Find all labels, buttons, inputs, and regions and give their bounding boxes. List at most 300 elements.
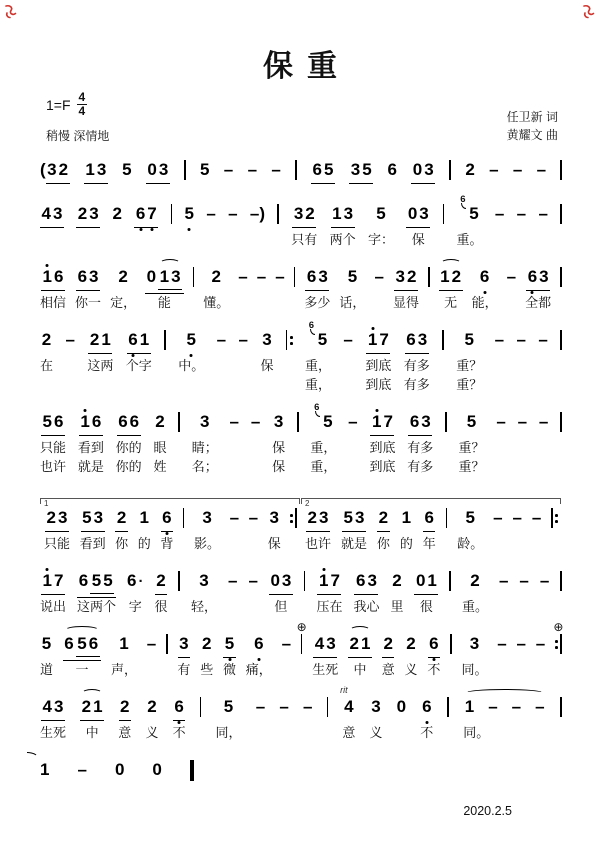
note-digit: – bbox=[512, 508, 522, 528]
note-column bbox=[269, 571, 293, 616]
note-digit: 3 bbox=[47, 160, 57, 180]
note-digit: – bbox=[223, 160, 234, 180]
note-column bbox=[560, 697, 562, 723]
beam-group bbox=[45, 508, 69, 532]
note-row bbox=[217, 330, 226, 356]
rit-marking: rit bbox=[340, 685, 348, 696]
note-digit: – bbox=[538, 204, 548, 224]
note-digit: 5 bbox=[200, 160, 210, 180]
line-segment bbox=[40, 760, 194, 786]
note bbox=[371, 697, 380, 717]
note bbox=[94, 508, 103, 528]
note-column bbox=[370, 697, 383, 742]
beam-group bbox=[423, 508, 435, 532]
note-digit: 6 bbox=[54, 412, 64, 432]
note bbox=[406, 634, 415, 654]
note-row bbox=[446, 508, 448, 534]
note-digit: 6 bbox=[78, 571, 89, 591]
notation-line bbox=[40, 160, 562, 186]
lyric: 道 bbox=[40, 662, 54, 678]
note-digit: – bbox=[249, 204, 260, 224]
note-digit: 4 bbox=[41, 204, 51, 224]
note-digit: 0 bbox=[396, 697, 407, 717]
note-row bbox=[560, 204, 562, 230]
note-row bbox=[113, 204, 122, 230]
note-digit: 0 bbox=[407, 204, 418, 224]
note-column bbox=[495, 204, 504, 230]
note-digit: 1 bbox=[80, 412, 90, 432]
beam-group bbox=[349, 160, 373, 184]
note-row bbox=[88, 330, 112, 356]
lyric: 一 bbox=[75, 662, 89, 678]
repeat-dots bbox=[555, 640, 558, 649]
note-row bbox=[200, 697, 202, 723]
note bbox=[387, 160, 396, 180]
note-row bbox=[155, 412, 164, 438]
note bbox=[77, 634, 86, 654]
lyric: 义 bbox=[404, 662, 418, 678]
note-row bbox=[77, 760, 86, 786]
note-row bbox=[161, 508, 173, 534]
note bbox=[64, 634, 73, 654]
note-column bbox=[260, 330, 273, 375]
note-digit: 7 bbox=[330, 571, 340, 591]
note-digit: – bbox=[496, 412, 506, 432]
note bbox=[152, 760, 161, 780]
barline-stroke bbox=[297, 412, 299, 432]
note-column bbox=[463, 697, 546, 742]
note-column bbox=[206, 204, 215, 230]
note bbox=[118, 412, 127, 432]
lyric: 定， bbox=[110, 295, 137, 311]
note-column bbox=[178, 571, 180, 597]
lyric: 重， bbox=[310, 459, 337, 475]
beam-group bbox=[526, 267, 550, 291]
note bbox=[383, 412, 392, 432]
note bbox=[340, 685, 354, 717]
note-digit: 4 bbox=[42, 697, 52, 717]
note-row bbox=[495, 204, 504, 230]
note-row bbox=[480, 267, 489, 293]
note-digit: 3 bbox=[171, 267, 181, 287]
note bbox=[406, 330, 415, 350]
note-row bbox=[397, 697, 406, 723]
note-column bbox=[116, 412, 142, 476]
line-segment bbox=[40, 571, 562, 616]
note-row bbox=[262, 330, 271, 356]
note bbox=[397, 697, 406, 717]
note-digit: – bbox=[248, 508, 259, 528]
barline bbox=[183, 508, 185, 528]
note bbox=[224, 697, 233, 717]
note-column bbox=[87, 330, 113, 375]
barline bbox=[178, 412, 180, 432]
notation-line bbox=[40, 685, 562, 742]
note-digit: 3 bbox=[421, 412, 431, 432]
note-digit: 6 bbox=[406, 330, 416, 350]
note-row bbox=[81, 508, 105, 534]
barline bbox=[446, 508, 448, 528]
barline bbox=[304, 571, 306, 591]
note-digit: – bbox=[535, 634, 546, 654]
note bbox=[422, 697, 431, 717]
beam-group bbox=[408, 412, 432, 436]
barline bbox=[560, 160, 562, 180]
note bbox=[238, 267, 247, 287]
note bbox=[97, 160, 106, 180]
note-row bbox=[343, 330, 352, 356]
note-row bbox=[79, 412, 103, 438]
beam-group bbox=[370, 412, 394, 436]
note bbox=[410, 412, 419, 432]
note-row bbox=[348, 267, 357, 293]
note-digit: 2 bbox=[46, 508, 56, 528]
note bbox=[351, 160, 360, 180]
note-column bbox=[382, 634, 395, 679]
beam-group bbox=[428, 634, 440, 658]
note bbox=[271, 160, 280, 180]
barline-stroke bbox=[442, 330, 444, 350]
note-digit: – bbox=[348, 412, 358, 432]
note-digit: – bbox=[536, 160, 547, 180]
lyric: 多少 bbox=[304, 295, 331, 311]
note-digit: – bbox=[275, 267, 285, 287]
note bbox=[200, 160, 209, 180]
note bbox=[171, 267, 180, 287]
note bbox=[59, 160, 68, 180]
note-row bbox=[292, 204, 316, 230]
lyric: 看到 bbox=[77, 440, 104, 456]
note-digit: 0 bbox=[270, 571, 280, 591]
note-column bbox=[390, 571, 403, 616]
note-column bbox=[228, 571, 237, 597]
note-row bbox=[290, 508, 297, 534]
note-digit: 2 bbox=[116, 508, 127, 528]
note-row bbox=[76, 267, 100, 293]
note-column bbox=[305, 508, 331, 553]
note-digit: 1 bbox=[464, 697, 475, 717]
note bbox=[470, 571, 479, 591]
note bbox=[47, 160, 56, 180]
note-digit: 0 bbox=[114, 760, 125, 780]
note-row bbox=[311, 160, 335, 186]
note-column bbox=[393, 267, 419, 312]
note-digit: 2 bbox=[307, 508, 317, 528]
note-digit: 1 bbox=[139, 330, 150, 350]
note bbox=[120, 697, 129, 717]
note-column bbox=[185, 204, 194, 230]
note-row bbox=[239, 330, 248, 356]
note bbox=[465, 508, 474, 528]
volta-label: 1 bbox=[44, 498, 49, 508]
note bbox=[312, 160, 321, 180]
note bbox=[308, 320, 328, 350]
barline-stroke bbox=[184, 160, 186, 180]
note bbox=[495, 330, 504, 350]
note bbox=[47, 508, 56, 528]
lyric: 中。 bbox=[178, 358, 205, 374]
note bbox=[324, 160, 333, 180]
note-digit: – bbox=[506, 267, 517, 287]
lyric: 保 bbox=[260, 358, 274, 374]
note-column bbox=[445, 412, 447, 438]
key-label: 1=F bbox=[46, 96, 71, 113]
note-row bbox=[134, 204, 158, 230]
note bbox=[348, 412, 357, 432]
time-signature-denominator: 4 bbox=[78, 104, 86, 119]
time-signature-numerator: 4 bbox=[78, 90, 86, 104]
barline bbox=[166, 634, 168, 654]
note-row bbox=[551, 508, 558, 534]
coda-icon: ⊕ bbox=[553, 620, 564, 635]
note-column bbox=[44, 508, 70, 553]
beam-group bbox=[439, 267, 463, 291]
note-column bbox=[268, 508, 281, 553]
beam-group bbox=[158, 267, 182, 290]
note-column bbox=[113, 204, 122, 230]
note bbox=[136, 204, 145, 224]
note bbox=[535, 697, 544, 717]
lyric: 同， bbox=[215, 725, 242, 741]
note-column bbox=[40, 330, 53, 375]
beam-group bbox=[405, 330, 429, 354]
note-row bbox=[41, 412, 65, 438]
note-row bbox=[206, 204, 215, 230]
note-digit: 5 bbox=[323, 412, 333, 432]
lyric: 背 bbox=[160, 536, 174, 552]
note-digit: 2 bbox=[406, 634, 416, 654]
lyric: 显得 bbox=[392, 295, 419, 311]
barline-stroke bbox=[200, 697, 202, 717]
note-digit: 2 bbox=[41, 330, 52, 350]
beam-group bbox=[81, 508, 105, 532]
note bbox=[379, 508, 388, 528]
lyric: 重。 bbox=[456, 232, 483, 248]
note-digit: 2 bbox=[156, 571, 166, 591]
note-column bbox=[368, 204, 394, 249]
note-column bbox=[77, 760, 86, 786]
note-digit: 5 bbox=[376, 204, 386, 224]
note-column bbox=[540, 571, 549, 597]
note bbox=[101, 330, 110, 350]
note-column bbox=[152, 760, 161, 786]
note bbox=[225, 634, 234, 654]
lyric: 不 bbox=[172, 725, 186, 741]
note-column bbox=[200, 634, 213, 679]
lyric: 懂。 bbox=[203, 295, 230, 311]
note-digit: – bbox=[489, 160, 499, 180]
note bbox=[117, 508, 126, 528]
note-column bbox=[443, 204, 445, 230]
note-row bbox=[465, 160, 474, 186]
note-digit: 6 bbox=[527, 267, 538, 287]
note-digit: 2 bbox=[118, 267, 128, 287]
credits bbox=[507, 108, 558, 144]
note bbox=[279, 697, 288, 717]
line-segment bbox=[40, 620, 564, 679]
note bbox=[250, 204, 259, 224]
note-digit: 2 bbox=[349, 634, 359, 654]
note bbox=[54, 412, 63, 432]
note-digit: 3 bbox=[262, 330, 272, 350]
note-row bbox=[286, 330, 293, 356]
note-row bbox=[517, 330, 526, 356]
note-column bbox=[489, 160, 498, 186]
barline-stroke bbox=[294, 267, 296, 287]
lyric: 也许 bbox=[40, 459, 67, 475]
grace-note: 6 bbox=[460, 194, 466, 206]
note-digit: 5 bbox=[224, 634, 235, 654]
note-column bbox=[138, 508, 151, 553]
note-digit: 2 bbox=[77, 204, 88, 224]
note-column bbox=[145, 697, 158, 742]
note bbox=[122, 160, 131, 180]
beam-group bbox=[178, 634, 190, 658]
note-row bbox=[200, 160, 209, 186]
augmentation-dot: · bbox=[138, 573, 144, 591]
note-digit: 3 bbox=[54, 697, 64, 717]
note-row bbox=[256, 697, 265, 723]
barline bbox=[443, 204, 445, 224]
notation-line bbox=[40, 571, 562, 616]
note-digit: – bbox=[206, 204, 216, 224]
barline-stroke bbox=[560, 571, 562, 591]
note-row bbox=[513, 160, 522, 186]
note-digit: 1 bbox=[332, 204, 342, 224]
note-digit: – bbox=[539, 571, 550, 591]
note-row bbox=[449, 571, 451, 597]
note bbox=[517, 204, 526, 224]
note-column bbox=[303, 697, 312, 723]
lyric: 重？ bbox=[456, 377, 483, 393]
barline-stroke bbox=[301, 634, 303, 654]
note bbox=[228, 571, 237, 591]
note-column bbox=[272, 412, 285, 476]
note-row bbox=[173, 697, 185, 723]
note-digit: 3 bbox=[326, 634, 336, 654]
lyric: 话， bbox=[339, 295, 366, 311]
note bbox=[539, 412, 548, 432]
note-column bbox=[447, 697, 449, 723]
barline bbox=[200, 697, 202, 717]
key-and-tempo bbox=[46, 91, 109, 144]
note-column bbox=[291, 204, 317, 249]
note-column bbox=[539, 412, 548, 438]
note-digit: 2 bbox=[470, 571, 480, 591]
note bbox=[147, 267, 156, 287]
note-column bbox=[40, 697, 66, 742]
note bbox=[230, 508, 239, 528]
note-column bbox=[525, 267, 551, 312]
note bbox=[93, 697, 102, 717]
note-column bbox=[190, 760, 195, 786]
note-column bbox=[311, 160, 335, 186]
note bbox=[308, 508, 317, 528]
note bbox=[89, 267, 98, 287]
note-column bbox=[200, 697, 202, 723]
beam-group bbox=[317, 571, 341, 595]
note-row bbox=[349, 160, 373, 186]
note bbox=[147, 160, 156, 180]
lyric: 字： bbox=[367, 232, 394, 248]
note-column bbox=[200, 160, 209, 186]
lyric: 保 bbox=[267, 536, 281, 552]
note-row bbox=[538, 204, 547, 230]
beam-group bbox=[292, 204, 316, 228]
lyric: 影。 bbox=[194, 536, 221, 552]
lyric: 两个 bbox=[329, 232, 356, 248]
note bbox=[528, 267, 537, 287]
note-column bbox=[442, 330, 444, 356]
lyric: 睛； bbox=[191, 440, 218, 456]
barline-stroke bbox=[560, 204, 562, 224]
note-column bbox=[216, 697, 242, 742]
note-column bbox=[238, 267, 247, 293]
note bbox=[507, 267, 516, 287]
note-digit: 3 bbox=[96, 160, 107, 180]
note-row bbox=[249, 508, 258, 534]
note-column bbox=[517, 634, 526, 660]
note-row bbox=[553, 620, 564, 660]
barline-stroke bbox=[560, 267, 562, 287]
note-row bbox=[257, 267, 266, 293]
lyric: 有多 bbox=[403, 377, 430, 393]
note bbox=[319, 571, 328, 591]
note-row bbox=[499, 571, 508, 597]
note-row bbox=[42, 330, 51, 356]
note-digit: 6 bbox=[306, 267, 317, 287]
note-column bbox=[76, 204, 100, 230]
lyric: 重？ bbox=[458, 459, 485, 475]
lyric: 你 bbox=[376, 536, 390, 552]
note-digit: 6 bbox=[429, 634, 439, 654]
note-column bbox=[203, 267, 229, 312]
note-column bbox=[339, 267, 365, 312]
lyric: 保 bbox=[411, 232, 425, 248]
note bbox=[174, 697, 183, 717]
note-digit: – bbox=[238, 267, 248, 287]
note-digit: – bbox=[494, 204, 505, 224]
note-digit: – bbox=[531, 508, 542, 528]
barline bbox=[560, 697, 562, 717]
note-digit: 2 bbox=[81, 697, 92, 717]
note-row bbox=[171, 204, 173, 230]
note-column bbox=[414, 571, 438, 616]
note-column bbox=[134, 204, 158, 230]
note bbox=[90, 330, 99, 350]
lyric: 重？ bbox=[458, 440, 485, 456]
note-digit: 2 bbox=[392, 571, 402, 591]
note-column bbox=[256, 697, 265, 723]
line-segment bbox=[40, 402, 562, 476]
note bbox=[355, 508, 364, 528]
note-digit: 6 bbox=[135, 204, 146, 224]
note-digit: – bbox=[250, 412, 261, 432]
note-column bbox=[513, 160, 522, 186]
note bbox=[54, 697, 63, 717]
note bbox=[147, 697, 156, 717]
note-column bbox=[400, 508, 413, 553]
score bbox=[40, 160, 562, 786]
note-row bbox=[147, 634, 156, 660]
note-column bbox=[279, 697, 288, 723]
note-column bbox=[191, 571, 217, 616]
barline-stroke bbox=[560, 160, 562, 180]
lyric: 我心 bbox=[353, 599, 380, 615]
beam-group bbox=[331, 204, 355, 228]
lyric: 中 bbox=[85, 725, 99, 741]
note-column bbox=[65, 330, 74, 356]
